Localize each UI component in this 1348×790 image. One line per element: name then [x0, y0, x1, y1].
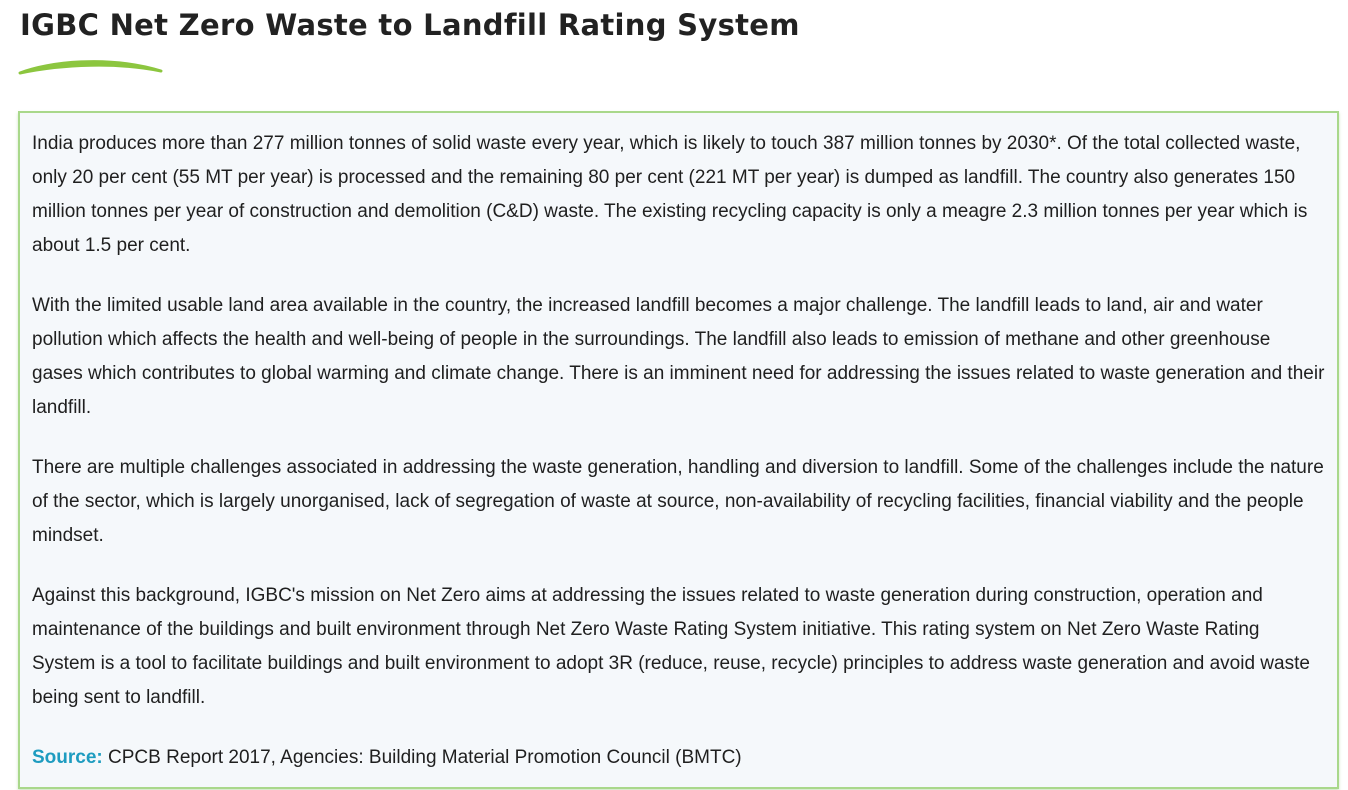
source-text: CPCB Report 2017, Agencies: Building Material Promotion Council (BMTC)	[108, 747, 742, 768]
source-line	[32, 741, 1325, 775]
paragraph-challenges: There are multiple challenges associated in addressing the waste generation, handling and diversion to landfill. Some of the challenges include the nature of the sector, which is largely unorganised, lack of segregation of waste at source, non-availability of recycling facilities, financial viability and the people mindset.	[32, 457, 1324, 546]
paragraph-igbc-mission: Against this background, IGBC's mission on Net Zero aims at addressing the issues related to waste generation during construction, operation and maintenance of the buildings and built environment through Net Zero Waste Rating System initiative. This rating system on Net Zero Waste Rating System is a tool to facilitate buildings and built environment to adopt 3R (reduce, reuse, recycle) principles to address waste generation and avoid waste being sent to landfill.	[32, 585, 1310, 708]
paragraph-landfill-impact: With the limited usable land area available in the country, the increased landfill becomes a major challenge. The landfill leads to land, air and water pollution which affects the health and well-being of people in the surroundings. The landfill also leads to emission of methane and other greenhouse gases which contributes to global warming and climate change. There is an imminent need for addressing the issues related to waste generation and their landfill.	[32, 295, 1325, 418]
source-label: Source:	[32, 747, 103, 768]
content-box	[18, 111, 1339, 789]
paragraph-waste-statistics: India produces more than 277 million tonnes of solid waste every year, which is likely to touch 387 million tonnes by 2030*. Of the total collected waste, only 20 per cent (55 MT per year) is processed and the remaining 80 per cent (221 MT per year) is dumped as landfill. The country also generates 150 million tonnes per year of construction and demolition (C&D) waste. The existing recycling capacity is only a meagre 2.3 million tonnes per year which is about 1.5 per cent.	[32, 133, 1308, 256]
title-underline-decoration	[18, 56, 164, 78]
page-title: IGBC Net Zero Waste to Landfill Rating System	[20, 8, 800, 42]
